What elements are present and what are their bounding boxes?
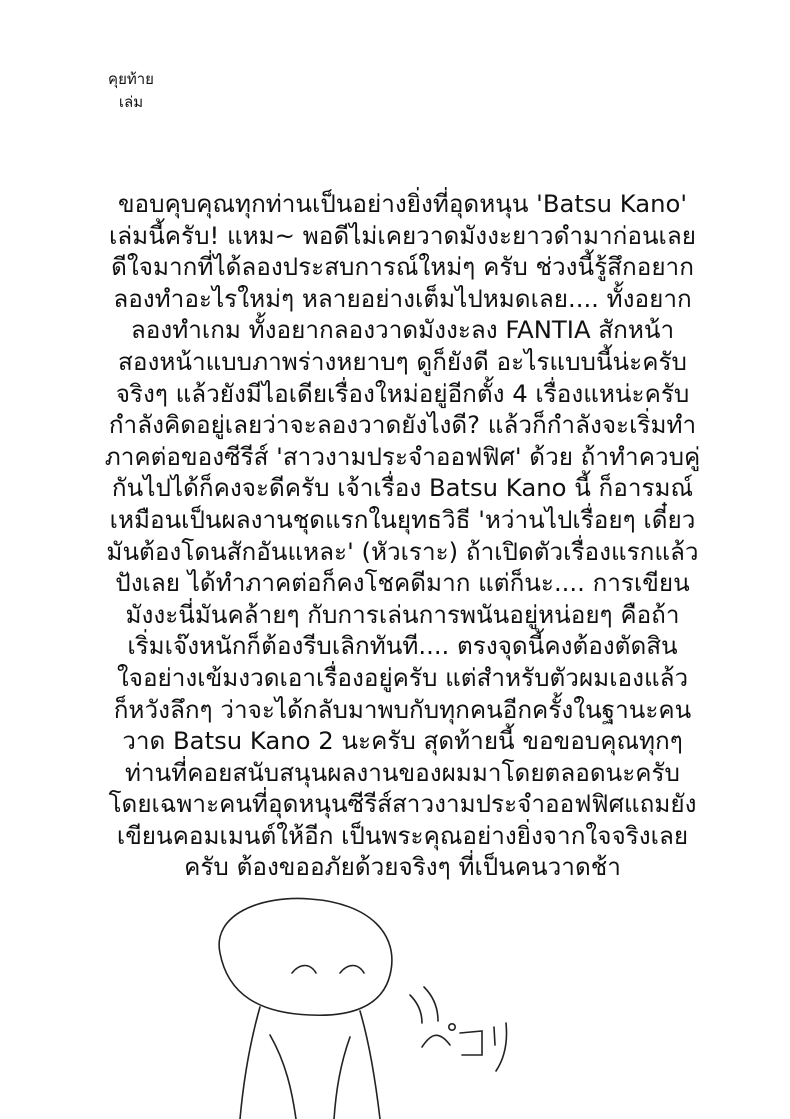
afterword-line: ใจอย่างเข้มงวดเอาเรื่องอยู่ครับ แต่สำหรับตัวผมเองแล้ว xyxy=(116,662,689,692)
doodle-body-left xyxy=(240,1007,260,1119)
afterword-line: ครับ ต้องขออภัยด้วยจริงๆ ที่เป็นคนวาดช้า xyxy=(184,852,621,882)
afterword-line: ท่านที่คอยสนับสนุนผลงานของผมมาโดยตลอดนะครับ xyxy=(125,757,680,787)
afterword-line: เล่มนี้ครับ! แหม~ พอดีไม่เคยวาดมังงะยาวดำมาก่อนเลย xyxy=(108,220,696,250)
afterword-line: มังงะนี่มันคล้ายๆ กับการเล่นการพนันอยู่หน่อยๆ คือถ้า xyxy=(125,599,680,629)
afterword-line: เริ่มเจ๊งหนักก็ต้องรีบเลิกทันที.... ตรงจุดนี้คงต้องตัดสิน xyxy=(127,631,678,661)
doodle-left-arm xyxy=(270,1035,296,1119)
afterword-line: เขียนคอมเมนต์ให้อีก เป็นพระคุณอย่างยิ่งจากใจจริงเลย xyxy=(116,820,689,850)
afterword-line: ขอบคุบคุณทุกท่านเป็นอย่างยิ่งที่อุดหนุน 'Batsu Kano' xyxy=(117,189,688,218)
afterword-line: ภาคต่อของซีรีส์ 'สาวงามประจำออฟฟิศ' ด้วย ถ้าทำควบคู่ xyxy=(104,441,701,471)
afterword-line: ดีใจมากที่ได้ลองประสบการณ์ใหม่ๆ ครับ ช่วงนี้รู้สึกอยาก xyxy=(111,252,694,282)
afterword-line: วาด Batsu Kano 2 นะครับ สุดท้ายนี้ ขอขอบคุณทุกๆ xyxy=(122,726,683,756)
doodle-right-arm xyxy=(334,1037,350,1119)
afterword-heading xyxy=(96,68,166,114)
afterword-line: ปังเลย ได้ทำภาคต่อก็คงโชคดีมาก แต่ก็นะ.... การเขียน xyxy=(115,568,690,598)
afterword-line: โดยเฉพาะคนที่อุดหนุนซีรีส์สาวงามประจำออฟฟิศแถมยัง xyxy=(108,789,697,819)
doodle-motion-line xyxy=(424,987,438,1021)
doodle-body-right xyxy=(360,1011,380,1119)
afterword-line: ลองทำอะไรใหม่ๆ หลายอย่างเต็มไปหมดเลย.... ทั้งอยาก xyxy=(113,283,692,313)
afterword-heading-line-1: คุยท้าย xyxy=(108,70,154,88)
bowing-character-doodle xyxy=(200,895,520,1119)
afterword-line: กันไปได้ก็คงจะดีครับ เจ้าเรื่อง Batsu Kano นี้ ก็อารมณ์ xyxy=(111,473,694,503)
afterword-heading-line-2: เล่ม xyxy=(118,93,144,111)
afterword-line: จริงๆ แล้วยังมีไอเดียเรื่องใหม่อยู่อีกตั้ง 4 เรื่องแหน่ะครับ xyxy=(115,378,690,408)
afterword-line: ก็หวังลึกๆ ว่าจะได้กลับมาพบกับทุกคนอีกครั้งในฐานะคน xyxy=(113,694,692,724)
afterword-line: ลองทำเกม ทั้งอยากลองวาดมังงะลง FANTIA สักหน้า xyxy=(130,315,675,345)
doodle-left-eye xyxy=(292,966,316,974)
doodle-sound-effect xyxy=(422,1023,507,1071)
doodle-head xyxy=(219,898,392,1015)
afterword-line: เหมือนเป็นผลงานชุดแรกในยุทธวิธี 'หว่านไปเรื่อยๆ เดี๋ยว xyxy=(109,504,696,534)
afterword-line: กำลังคิดอยู่เลยว่าจะลองวาดยังไงดี? แล้วก็กำลังจะเริ่มทำ xyxy=(108,410,697,440)
doodle-motion-line xyxy=(410,995,422,1023)
afterword-text xyxy=(70,188,735,883)
afterword-line: มันต้องโดนสักอันแหละ' (หัวเราะ) ถ้าเปิดตัวเรื่องแรกแล้ว xyxy=(106,536,699,566)
afterword-line: สองหน้าแบบภาพร่างหยาบๆ ดูก็ยังดี อะไรแบบนี้น่ะครับ xyxy=(118,346,687,376)
doodle-right-eye xyxy=(340,966,364,974)
